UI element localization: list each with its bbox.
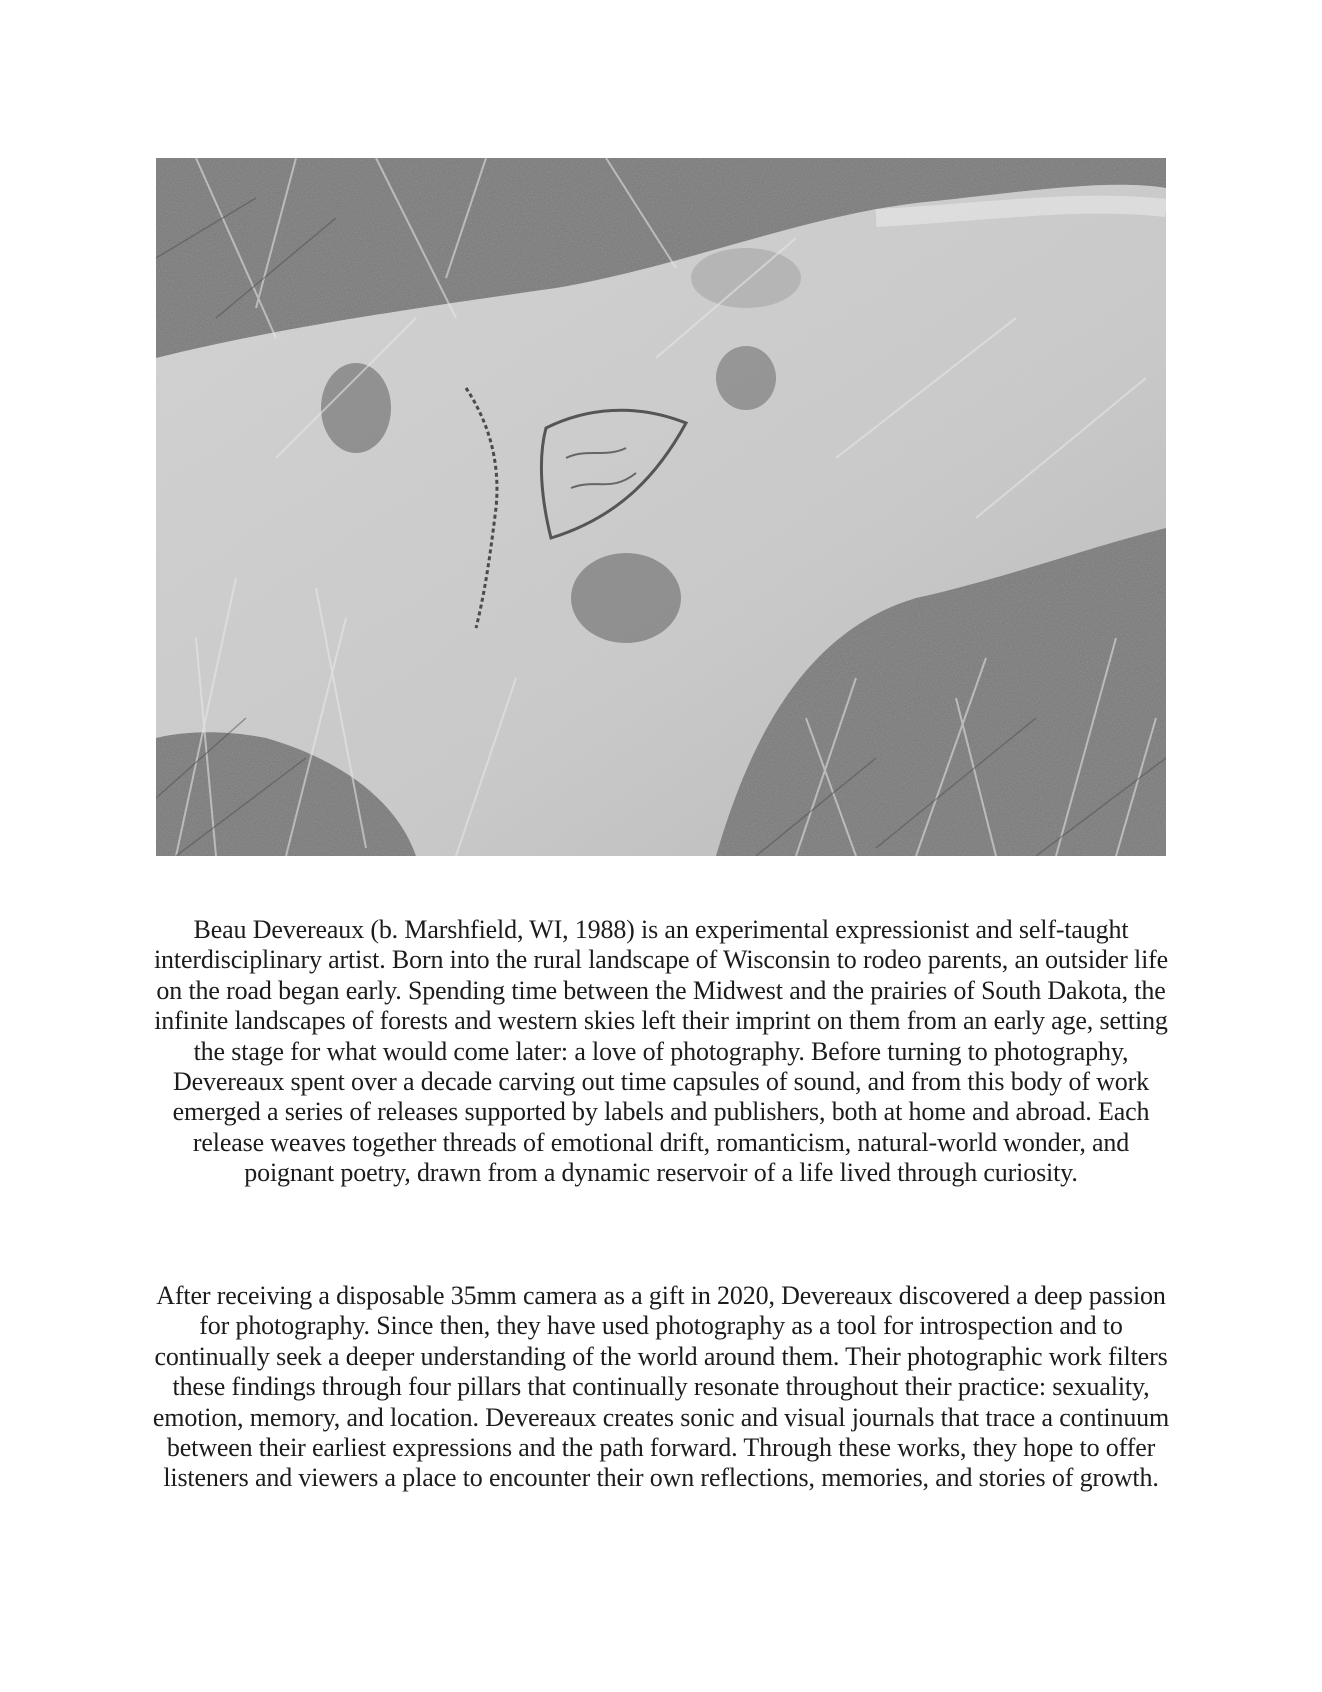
bio-paragraph-2: After receiving a disposable 35mm camera as a gift in 2020, Devereaux discovered a deep passion for photography. Since then, they have used photography as a tool for introspection and to continually seek a deeper understanding of the world around them. Their photographic work filters these findings through four pillars that continually resonate throughout their practice: sexuality, emotion, memory, and location. Devereaux creates sonic and visual journals that trace a continuum between their earliest expressions and the path forward. Through these works, they hope to offer listeners and viewers a place to encounter their own reflections, memories, and stories of growth. <box>152 1281 1170 1493</box>
black-and-white-photograph <box>156 158 1166 856</box>
bio-paragraph-1: Beau Devereaux (b. Marshfield, WI, 1988) is an experimental expressionist and self-taught interdisciplinary artist. Born into the rural landscape of Wisconsin to rodeo parents, an outsider life on the road began early. Spending time between the Midwest and the prairies of South Dakota, the infinite landscapes of forests and western skies left their imprint on them from an early age, setting the stage for what would come later: a love of photography. Before turning to photography, Devereaux spent over a decade carving out time capsules of sound, and from this body of work emerged a series of releases supported by labels and publishers, both at home and abroad. Each release weaves together threads of emotional drift, romanticism, natural-world wonder, and poignant poetry, drawn from a dynamic reservoir of a life lived through curiosity. <box>153 915 1169 1188</box>
photograph-figure-in-grass <box>156 158 1166 856</box>
